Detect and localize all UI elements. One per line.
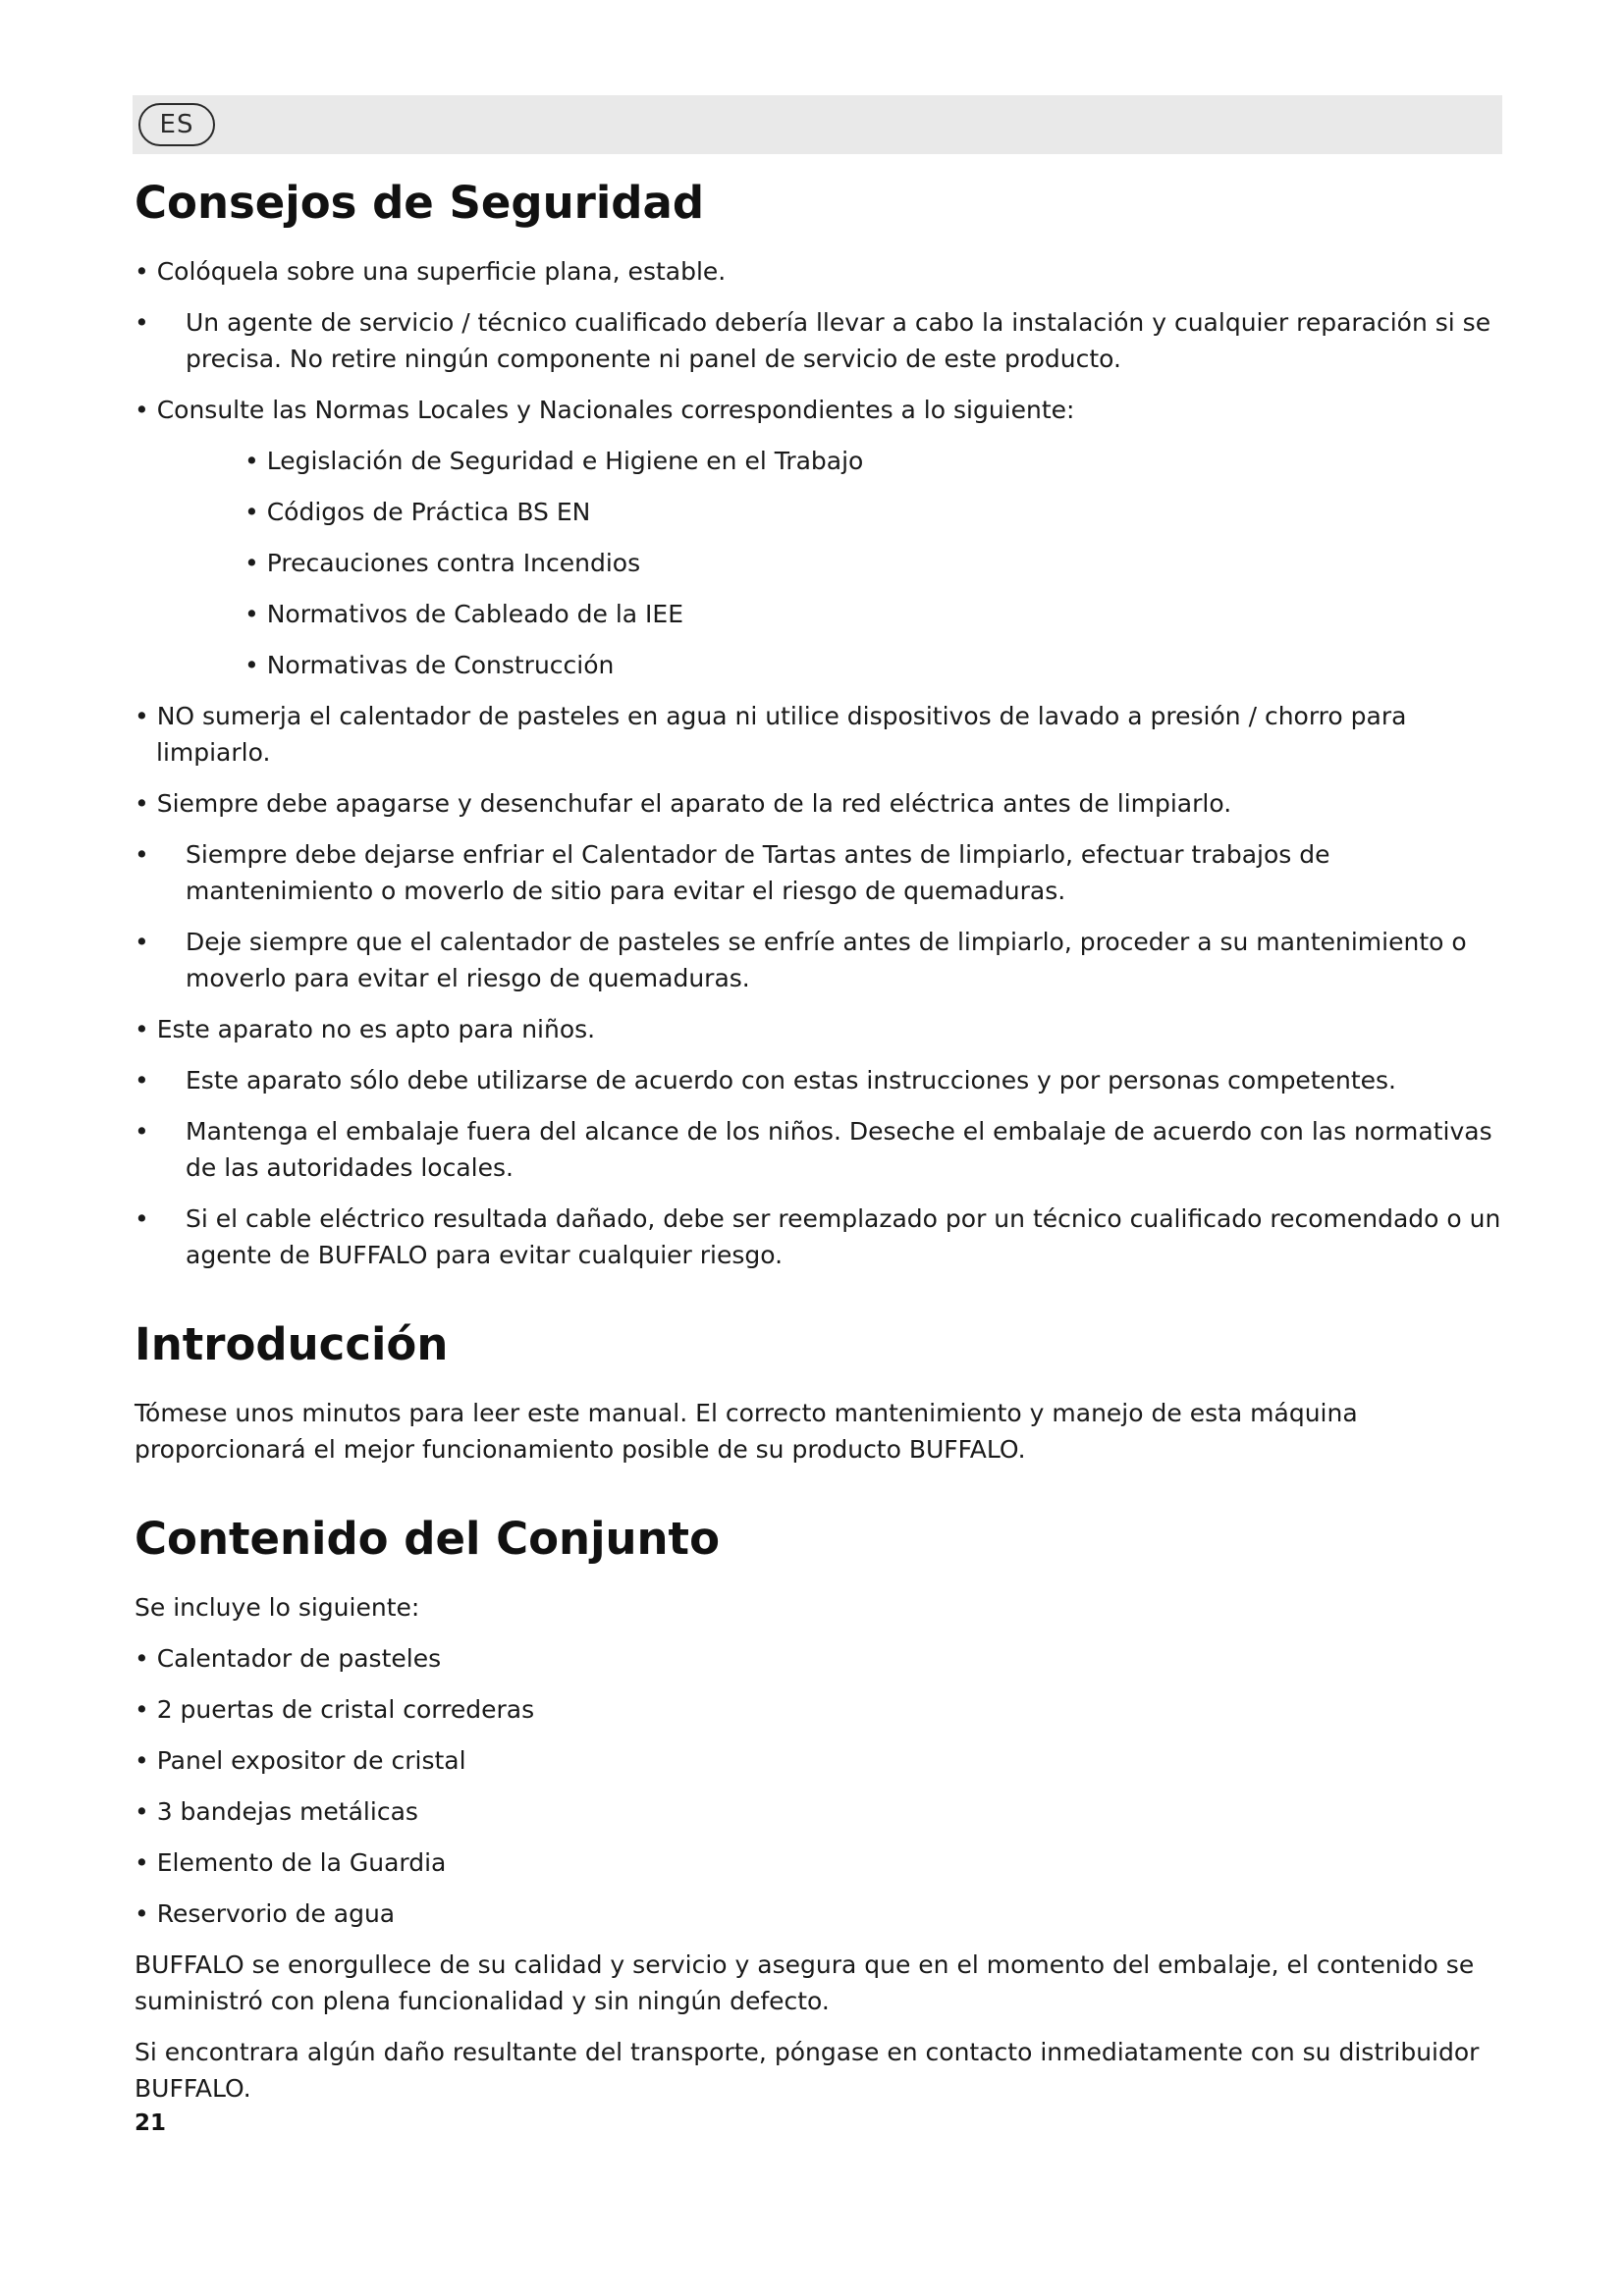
safety-item: • Mantenga el embalaje fuera del alcance de los niños. Deseche el embalaje de acuerdo con las normativas de las autoridades locales. bbox=[135, 1117, 1492, 1182]
safety-subitem: • Códigos de Práctica BS EN bbox=[244, 498, 591, 526]
safety-subitem: • Normativas de Construcción bbox=[244, 651, 615, 679]
safety-item: • Siempre debe apagarse y desenchufar el aparato de la red eléctrica antes de limpiarlo. bbox=[135, 789, 1232, 818]
language-badge: ES bbox=[138, 103, 215, 146]
safety-item: • Este aparato sólo debe utilizarse de acuerdo con estas instrucciones y por personas competentes. bbox=[135, 1066, 1396, 1095]
intro-paragraph: Tómese unos minutos para leer este manual. El correcto mantenimiento y manejo de esta máquina proporcionará el mejor funcionamiento posible de su producto BUFFALO. bbox=[135, 1399, 1358, 1464]
contents-item: • Reservorio de agua bbox=[135, 1899, 396, 1928]
damage-paragraph: Si encontrara algún daño resultante del transporte, póngase en contacto inmediatamente con su distribuidor BUFFALO. bbox=[135, 2038, 1480, 2103]
safety-heading: Consejos de Seguridad bbox=[135, 177, 705, 229]
contents-item: • 2 puertas de cristal correderas bbox=[135, 1695, 535, 1724]
safety-list bbox=[135, 253, 1504, 1273]
language-header-bar bbox=[133, 95, 1502, 154]
safety-subitem: • Precauciones contra Incendios bbox=[244, 549, 641, 577]
contents-item: • 3 bandejas metálicas bbox=[135, 1797, 418, 1826]
safety-item: • Consulte las Normas Locales y Nacionales correspondientes a lo siguiente: bbox=[135, 396, 1075, 424]
intro-heading: Introducción bbox=[135, 1318, 449, 1370]
safety-item: • Si el cable eléctrico resultada dañado, debe ser reemplazado por un técnico cualificado recomendado o un agente de BUFFALO para evitar cualquier riesgo. bbox=[135, 1204, 1501, 1269]
safety-item: • Un agente de servicio / técnico cualificado debería llevar a cabo la instalación y cualquier reparación si se precisa. No retire ningún componente ni panel de servicio de este producto. bbox=[135, 308, 1491, 373]
quality-paragraph: BUFFALO se enorgullece de su calidad y servicio y asegura que en el momento del embalaje, el contenido se suministró con plena funcionalidad y sin ningún defecto. bbox=[135, 1950, 1475, 2015]
safety-item: • Colóquela sobre una superficie plana, estable. bbox=[135, 257, 727, 286]
safety-item: • Siempre debe dejarse enfriar el Calentador de Tartas antes de limpiarlo, efectuar trabajos de mantenimiento o moverlo de sitio para evitar el riesgo de quemaduras. bbox=[135, 840, 1330, 905]
page-content bbox=[135, 177, 1504, 2121]
safety-item: • NO sumerja el calentador de pasteles en agua ni utilice dispositivos de lavado a presión / chorro para limpiarlo. bbox=[135, 702, 1407, 767]
contents-list bbox=[135, 1640, 1504, 1932]
page-number: 21 bbox=[135, 2110, 167, 2136]
safety-item: • Deje siempre que el calentador de pasteles se enfríe antes de limpiarlo, proceder a su mantenimiento o moverlo para evitar el riesgo de quemaduras. bbox=[135, 928, 1467, 992]
contents-item: • Calentador de pasteles bbox=[135, 1644, 442, 1673]
safety-subitem: • Normativos de Cableado de la IEE bbox=[244, 600, 683, 628]
contents-item: • Elemento de la Guardia bbox=[135, 1848, 447, 1877]
safety-item: • Este aparato no es apto para niños. bbox=[135, 1015, 596, 1043]
contents-lead: Se incluye lo siguiente: bbox=[135, 1593, 420, 1622]
contents-item: • Panel expositor de cristal bbox=[135, 1746, 466, 1775]
contents-heading: Contenido del Conjunto bbox=[135, 1513, 720, 1565]
safety-subitem: • Legislación de Seguridad e Higiene en el Trabajo bbox=[244, 447, 864, 475]
